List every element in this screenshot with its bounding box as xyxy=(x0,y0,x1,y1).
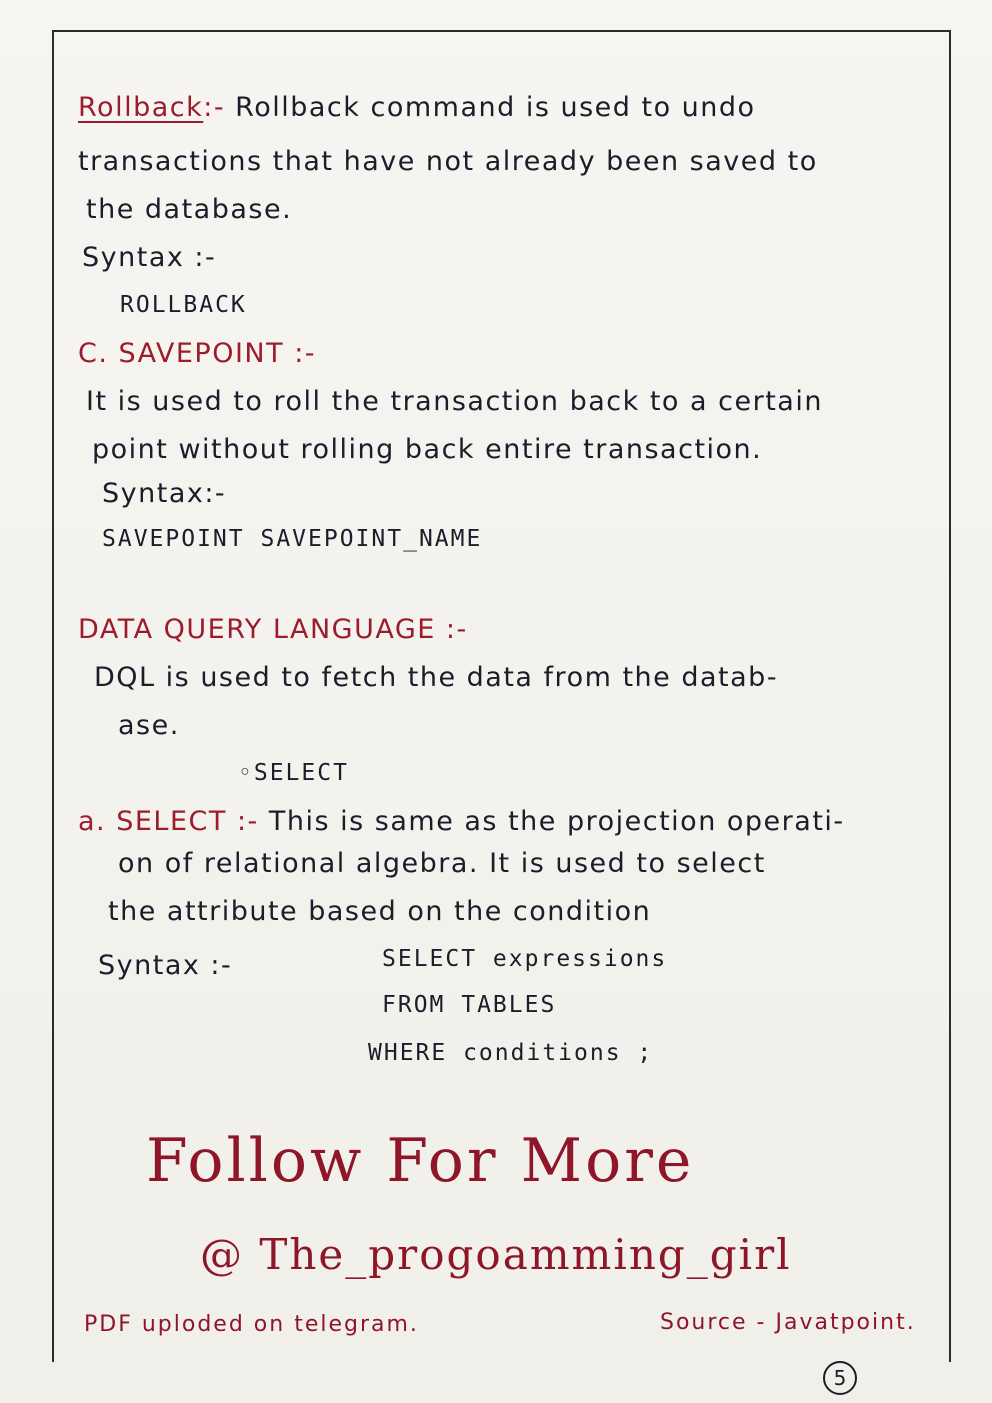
select-heading: a. SELECT :- xyxy=(78,806,259,837)
select-text-2: on of relational algebra. It is used to select xyxy=(118,848,766,879)
select-text-3: the attribute based on the condition xyxy=(108,896,652,927)
bullet-circle-icon: ◦ xyxy=(238,760,254,786)
select-syntax-where: WHERE conditions ; xyxy=(368,1040,654,1066)
rollback-text-1: Rollback command is used to undo xyxy=(235,92,756,123)
rollback-text-3: the database. xyxy=(86,194,293,225)
rollback-definition-line-1 xyxy=(78,92,756,123)
select-text-1: This is same as the projection operati- xyxy=(268,806,845,837)
pdf-telegram-note: PDF uploded on telegram. xyxy=(84,1312,419,1337)
select-syntax-label: Syntax :- xyxy=(98,950,233,981)
social-handle: @ The_progoamming_girl xyxy=(200,1230,792,1279)
select-syntax-select: SELECT expressions xyxy=(382,946,668,972)
dql-bullet-item xyxy=(238,760,349,786)
dql-text-2: ase. xyxy=(118,710,180,741)
rollback-heading-separator: :- xyxy=(203,92,226,123)
select-definition-line-1 xyxy=(78,806,845,837)
savepoint-text-2: point without rolling back entire transaction. xyxy=(92,434,763,465)
rollback-syntax-label: Syntax :- xyxy=(82,242,217,273)
dql-heading: DATA QUERY LANGUAGE :- xyxy=(78,614,468,645)
rollback-syntax: ROLLBACK xyxy=(120,292,247,318)
savepoint-heading: C. SAVEPOINT :- xyxy=(78,338,317,369)
rollback-heading: Rollback xyxy=(78,92,204,123)
rollback-text-2: transactions that have not already been saved to xyxy=(78,146,818,177)
dql-text-1: DQL is used to fetch the data from the datab- xyxy=(94,662,779,693)
page-number: 5 xyxy=(823,1361,857,1395)
follow-for-more-text: Follow For More xyxy=(146,1126,695,1196)
source-credit: Source - Javatpoint. xyxy=(660,1310,916,1335)
savepoint-syntax: SAVEPOINT SAVEPOINT_NAME xyxy=(102,526,483,552)
savepoint-syntax-label: Syntax:- xyxy=(102,478,227,509)
savepoint-text-1: It is used to roll the transaction back to a certain xyxy=(86,386,823,417)
select-syntax-from: FROM TABLES xyxy=(382,992,557,1018)
dql-bullet-text: SELECT xyxy=(253,760,349,786)
